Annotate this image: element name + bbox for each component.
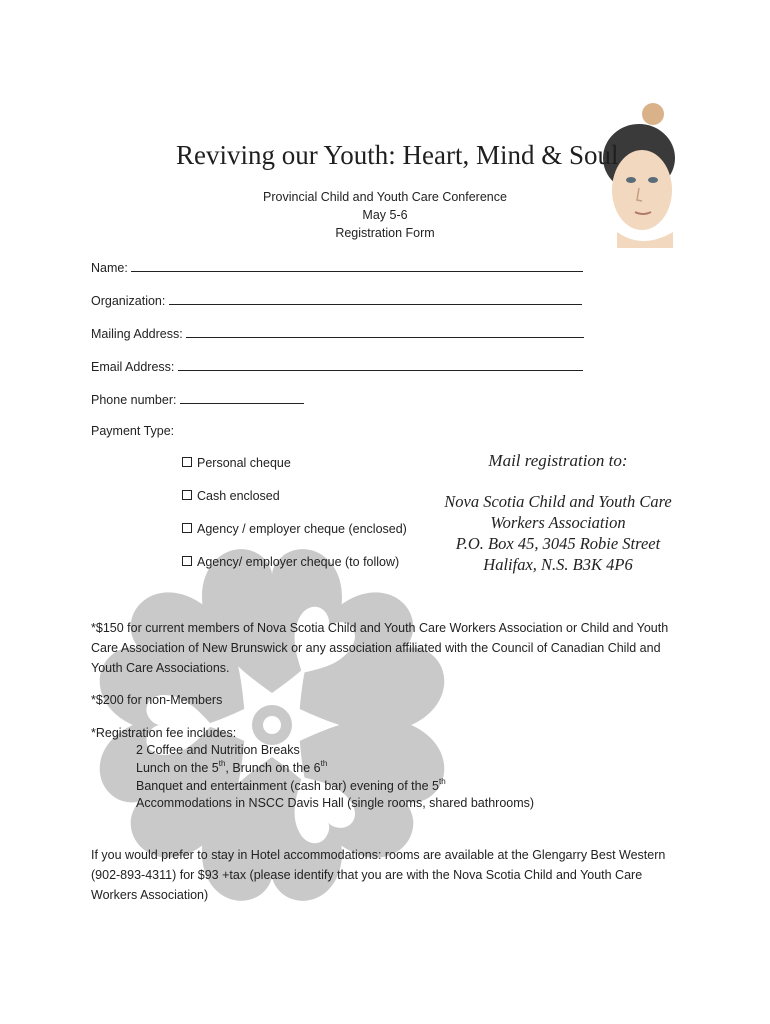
hotel-note: If you would prefer to stay in Hotel accommodations: rooms are available at the Glengarry Best Western (902-893-4311) for $93 +tax (please identify that you are with the Nova Scotia Child and Youth Care Workers Association) [91, 848, 666, 902]
fee-item-accommodations: Accommodations in NSCC Davis Hall (single rooms, shared bathrooms) [136, 796, 535, 810]
mail-address-line3: P.O. Box 45, 3045 Robie Street [455, 534, 661, 553]
payment-option-personal-cheque[interactable] [182, 456, 291, 470]
payment-option-label: Agency/ employer cheque (to follow) [197, 555, 400, 569]
fee-item-breaks: 2 Coffee and Nutrition Breaks [136, 743, 300, 757]
organization-input-line[interactable] [169, 292, 582, 305]
page-title: Reviving our Youth: Heart, Mind & Soul [176, 140, 619, 170]
non-member-pricing: *$200 for non-Members [91, 693, 223, 707]
checkbox-icon[interactable] [182, 556, 192, 566]
mail-address-line1: Nova Scotia Child and Youth Care [444, 492, 672, 511]
member-pricing: *$150 for current members of Nova Scotia Child and Youth Care Workers Association or Child and Youth Care Association of New Brunswick or any association affiliated with the Council of Canadian Child and Youth Care Associations. [91, 621, 669, 675]
ordinal-suffix: th [320, 759, 328, 768]
fee-includes-label: *Registration fee includes: [91, 726, 237, 740]
form-name: Registration Form [335, 226, 435, 240]
payment-option-label: Cash enclosed [197, 489, 280, 503]
mailing-address-input-line[interactable] [186, 325, 584, 338]
checkbox-icon[interactable] [182, 457, 192, 467]
mail-heading: Mail registration to: [488, 451, 628, 470]
mailing-address-field [91, 325, 584, 341]
fee-item-banquet [136, 779, 446, 793]
fee-item-meals-lunch: Lunch on the 5 [136, 761, 219, 775]
payment-option-label: Agency / employer cheque (enclosed) [197, 522, 407, 536]
phone-number-input-line[interactable] [180, 391, 304, 404]
phone-number-label: Phone number: [91, 393, 177, 407]
mail-address-line4: Halifax, N.S. B3K 4P6 [483, 555, 633, 574]
fee-item-meals-brunch: , Brunch on the 6 [225, 761, 321, 775]
fee-item-banquet-text: Banquet and entertainment (cash bar) evening of the 5 [136, 779, 439, 793]
checkbox-icon[interactable] [182, 490, 192, 500]
conference-name: Provincial Child and Youth Care Conference [263, 190, 507, 204]
organization-label: Organization: [91, 294, 166, 308]
email-address-field [91, 358, 583, 374]
payment-type-label: Payment Type: [91, 424, 175, 438]
email-address-label: Email Address: [91, 360, 175, 374]
payment-option-label: Personal cheque [197, 456, 291, 470]
payment-option-agency-to-follow[interactable] [182, 555, 399, 569]
phone-number-field [91, 391, 304, 407]
mail-address-line2: Workers Association [490, 513, 626, 532]
payment-option-cash[interactable] [182, 489, 280, 503]
organization-field [91, 292, 582, 308]
name-input-line[interactable] [131, 259, 583, 272]
name-label: Name: [91, 261, 128, 275]
name-field [91, 259, 583, 275]
email-address-input-line[interactable] [178, 358, 583, 371]
child-illustration-icon [595, 100, 687, 248]
mailing-address-label: Mailing Address: [91, 327, 183, 341]
checkbox-icon[interactable] [182, 523, 192, 533]
ordinal-suffix: th [438, 777, 446, 786]
conference-dates: May 5-6 [362, 208, 408, 222]
ordinal-suffix: th [218, 759, 226, 768]
fee-item-meals [136, 761, 327, 775]
payment-option-agency-enclosed[interactable] [182, 522, 407, 536]
